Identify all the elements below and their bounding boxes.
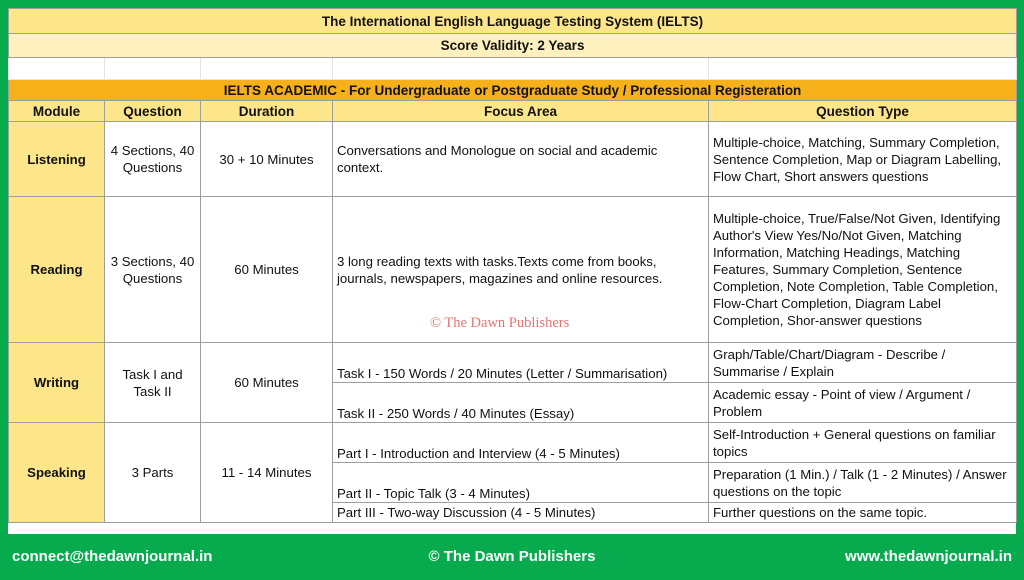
module-speaking: Speaking: [9, 423, 105, 523]
duration-speaking: 11 - 14 Minutes: [201, 423, 333, 523]
focus-listening: Conversations and Monologue on social and academic context.: [333, 122, 709, 197]
duration-writing: 60 Minutes: [201, 343, 333, 423]
qtype-speaking-part3: Further questions on the same topic.: [709, 503, 1017, 523]
focus-reading: 3 long reading texts with tasks.Texts come from books, journals, newspapers, magazines and online resources.: [333, 197, 709, 343]
watermark: © The Dawn Publishers: [430, 315, 570, 331]
header-question: Question: [105, 101, 201, 122]
blank-cell: [105, 58, 201, 80]
qtype-speaking-part2: Preparation (1 Min.) / Talk (1 - 2 Minutes) / Answer questions on the topic: [709, 463, 1017, 503]
focus-writing-task1: Task I - 150 Words / 20 Minutes (Letter / Summarisation): [333, 343, 709, 383]
blank-cell: [333, 58, 709, 80]
module-writing: Writing: [9, 343, 105, 423]
ielts-table-sheet: [8, 8, 1016, 534]
header-focus: Focus Area: [333, 101, 709, 122]
focus-speaking-part3: Part III - Two-way Discussion (4 - 5 Minutes): [333, 503, 709, 523]
qtype-speaking-part1: Self-Introduction + General questions on familiar topics: [709, 423, 1017, 463]
module-listening: Listening: [9, 122, 105, 197]
ielts-table: [8, 8, 1017, 523]
qtype-reading: Multiple-choice, True/False/Not Given, Identifying Author's View Yes/No/Not Given, Matching Information, Matching Headings, Matching Features, Summary Completion, Sentence Completion, Note Completion, Table Completion, Flow-Chart Completion, Diagram Label Completion, Shor-answer questions: [709, 197, 1017, 343]
table-row-speaking-part1: [9, 423, 1017, 463]
duration-reading: 60 Minutes: [201, 197, 333, 343]
header-question-type: Question Type: [709, 101, 1017, 122]
duration-listening: 30 + 10 Minutes: [201, 122, 333, 197]
question-reading: 3 Sections, 40 Questions: [105, 197, 201, 343]
focus-speaking-part1: Part I - Introduction and Interview (4 - 5 Minutes): [333, 423, 709, 463]
footer-copyright: © The Dawn Publishers: [428, 548, 596, 565]
qtype-writing-task2: Academic essay - Point of view / Argument / Problem: [709, 383, 1017, 423]
qtype-listening: Multiple-choice, Matching, Summary Completion, Sentence Completion, Map or Diagram Labelling, Flow Chart, Short answers questions: [709, 122, 1017, 197]
page-title: The International English Language Testing System (IELTS): [9, 9, 1017, 34]
focus-speaking-part2: Part II - Topic Talk (3 - 4 Minutes): [333, 463, 709, 503]
title-row: [9, 9, 1017, 34]
table-row-writing-task1: [9, 343, 1017, 383]
focus-writing-task2: Task II - 250 Words / 40 Minutes (Essay): [333, 383, 709, 423]
blank-cell: [201, 58, 333, 80]
section-title: IELTS ACADEMIC - For Undergraduate or Postgraduate Study / Professional Registeration: [9, 80, 1017, 101]
qtype-writing-task1: Graph/Table/Chart/Diagram - Describe / Summarise / Explain: [709, 343, 1017, 383]
score-validity: Score Validity: 2 Years: [9, 34, 1017, 58]
header-duration: Duration: [201, 101, 333, 122]
footer-website[interactable]: www.thedawnjournal.in: [845, 548, 1012, 565]
module-reading: Reading: [9, 197, 105, 343]
blank-cell: [709, 58, 1017, 80]
table-row-listening: [9, 122, 1017, 197]
blank-cell: [9, 58, 105, 80]
footer: [0, 534, 1024, 580]
header-row: [9, 101, 1017, 122]
footer-email[interactable]: connect@thedawnjournal.in: [12, 548, 213, 565]
blank-row: [9, 58, 1017, 80]
section-row: [9, 80, 1017, 101]
question-listening: 4 Sections, 40 Questions: [105, 122, 201, 197]
validity-row: [9, 34, 1017, 58]
question-writing: Task I and Task II: [105, 343, 201, 423]
question-speaking: 3 Parts: [105, 423, 201, 523]
header-module: Module: [9, 101, 105, 122]
